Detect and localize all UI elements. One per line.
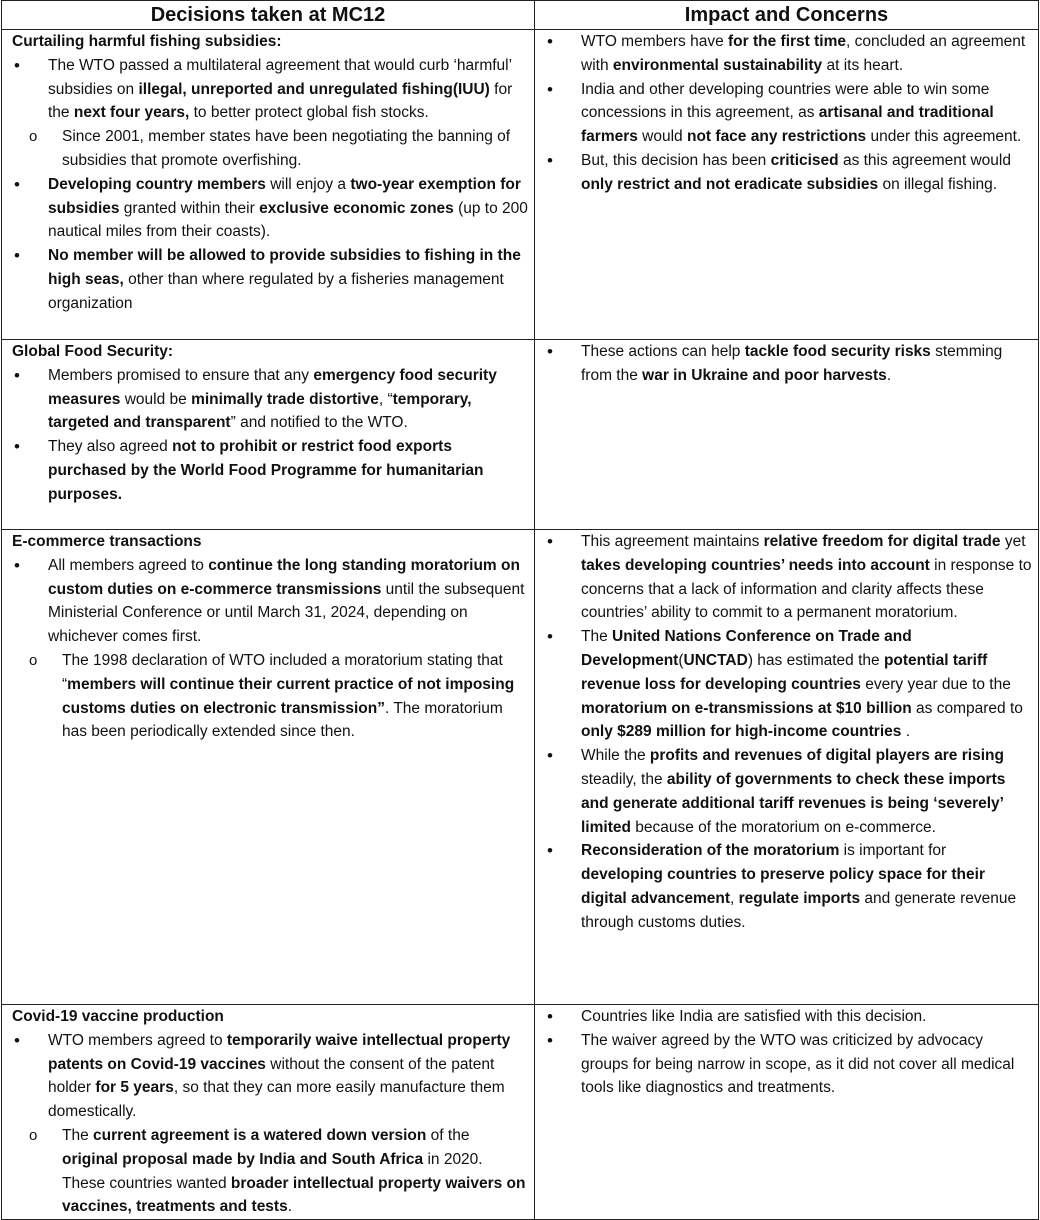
list-item: • While the profits and revenues of digital players are rising steadily, the ability of governments to check these imports and generate additional tariff revenues is being ‘severely’ limited because of the moratorium on e-commerce. (545, 744, 1032, 839)
header-impact: Impact and Concerns (535, 1, 1039, 30)
list-item: • The United Nations Conference on Trade and Development(UNCTAD) has estimated the potential tariff revenue loss for developing countries every year due to the moratorium on e-transmissions at $10 billion as compared to only $289 million for high-income countries . (545, 625, 1032, 744)
section-title: E-commerce transactions (12, 533, 202, 550)
list-item: • No member will be allowed to provide subsidies to fishing in the high seas, other than where regulated by a fisheries management organization (12, 244, 528, 315)
section-title: Covid-19 vaccine production (12, 1008, 224, 1025)
table-body (2, 30, 1039, 1220)
sub-list-item: o The current agreement is a watered down version of the original proposal made by India and South Africa in 2020. These countries wanted broader intellectual property waivers on vaccines, treatments and tests. (12, 1124, 528, 1219)
section-title: Global Food Security: (12, 343, 174, 360)
impact-list (545, 30, 1032, 197)
header-decisions: Decisions taken at MC12 (2, 1, 535, 30)
table-row (2, 530, 1039, 1005)
list-item: • But, this decision has been criticised as this agreement would only restrict and not eradicate subsidies on illegal fishing. (545, 149, 1032, 197)
mc12-decisions-table (1, 0, 1039, 1220)
decision-cell (2, 530, 535, 1005)
list-item: • They also agreed not to prohibit or restrict food exports purchased by the World Food Programme for humanitarian purposes. (12, 435, 528, 506)
sub-list-item: o Since 2001, member states have been negotiating the banning of subsidies that promote overfishing. (12, 125, 528, 173)
table-row (2, 30, 1039, 340)
list-item: • WTO members agreed to temporarily waive intellectual property patents on Covid-19 vaccines without the consent of the patent holder for 5 years, so that they can more easily manufacture them domestically. (12, 1029, 528, 1124)
list-item: • The WTO passed a multilateral agreement that would curb ‘harmful’ subsidies on illegal, unreported and unregulated fishing(IUU) for the next four years, to better protect global fish stocks. (12, 54, 528, 125)
impact-list (545, 530, 1032, 935)
list-item: • The waiver agreed by the WTO was criticized by advocacy groups for being narrow in scope, as it did not cover all medical tools like diagnostics and treatments. (545, 1029, 1032, 1100)
decision-list (12, 54, 528, 316)
impact-cell (535, 30, 1039, 340)
impact-cell (535, 340, 1039, 530)
table-row (2, 340, 1039, 530)
list-item: • Developing country members will enjoy a two-year exemption for subsidies granted within their exclusive economic zones (up to 200 nautical miles from their coasts). (12, 173, 528, 244)
impact-list (545, 340, 1032, 388)
list-item: • WTO members have for the first time, concluded an agreement with environmental sustainability at its heart. (545, 30, 1032, 78)
list-item: • Countries like India are satisfied with this decision. (545, 1005, 1032, 1029)
list-item: • All members agreed to continue the long standing moratorium on custom duties on e-commerce transmissions until the subsequent Ministerial Conference or until March 31, 2024, depending on whichever comes first. (12, 554, 528, 649)
sub-list-item: o The 1998 declaration of WTO included a moratorium stating that “members will continue their current practice of not imposing customs duties on electronic transmission”. The moratorium has been periodically extended since then. (12, 649, 528, 744)
list-item: • Members promised to ensure that any emergency food security measures would be minimally trade distortive, “temporary, targeted and transparent” and notified to the WTO. (12, 364, 528, 435)
list-item: • These actions can help tackle food security risks stemming from the war in Ukraine and poor harvests. (545, 340, 1032, 388)
impact-cell (535, 530, 1039, 1005)
decision-list (12, 1029, 528, 1219)
decision-list (12, 554, 528, 744)
impact-cell (535, 1005, 1039, 1220)
header-row (2, 1, 1039, 30)
decision-list (12, 364, 528, 507)
section-title: Curtailing harmful fishing subsidies: (12, 33, 282, 50)
list-item: • Reconsideration of the moratorium is important for developing countries to preserve policy space for their digital advancement, regulate imports and generate revenue through customs duties. (545, 839, 1032, 934)
decision-cell (2, 30, 535, 340)
list-item: • This agreement maintains relative freedom for digital trade yet takes developing countries’ needs into account in response to concerns that a lack of information and clarity affects these countries’ ability to commit to a permanent moratorium. (545, 530, 1032, 625)
decision-cell (2, 340, 535, 530)
decision-cell (2, 1005, 535, 1220)
table-row (2, 1005, 1039, 1220)
impact-list (545, 1005, 1032, 1100)
list-item: • India and other developing countries were able to win some concessions in this agreement, as artisanal and traditional farmers would not face any restrictions under this agreement. (545, 78, 1032, 149)
